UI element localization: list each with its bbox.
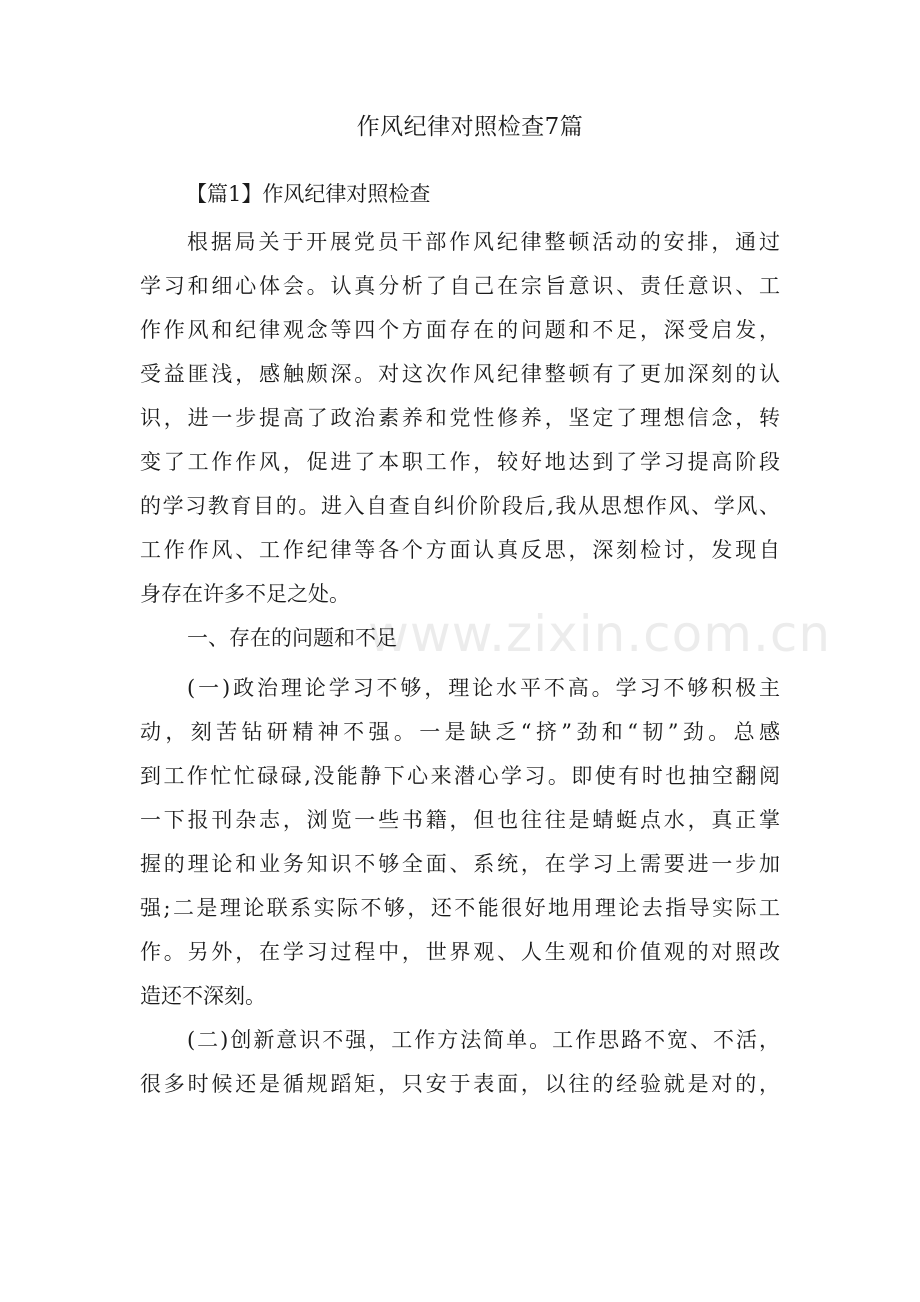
paragraph-line: 强;二是理论联系实际不够，还不能很好地用理论去指导实际工: [140, 896, 780, 920]
paragraph-line: (二)创新意识不强，工作方法简单。工作思路不宽、不活，: [187, 1028, 780, 1052]
paragraph-line: 很多时候还是循规蹈矩，只安于表面，以往的经验就是对的，: [140, 1072, 780, 1096]
paragraph-line: 工作作风、工作纪律等各个方面认真反思，深刻检讨，发现自: [140, 538, 780, 562]
section-heading: 【篇1】作风纪律对照检查: [186, 182, 431, 206]
paragraph-line: 到工作忙忙碌碌,没能静下心来潜心学习。即使有时也抽空翻阅: [140, 764, 780, 788]
paragraph-line: 一下报刊杂志，浏览一些书籍，但也往往是蜻蜓点水，真正掌: [140, 808, 780, 832]
paragraph-line: 识，进一步提高了政治素养和党性修养，坚定了理想信念，转: [140, 406, 780, 430]
paragraph-2: [140, 666, 780, 1018]
paragraph-1: [140, 220, 780, 616]
paragraph-line: 作。另外，在学习过程中，世界观、人生观和价值观的对照改: [140, 940, 780, 964]
paragraph-line: 动，刻苦钻研精神不强。一是缺乏“挤”劲和“韧”劲。总感: [140, 720, 780, 744]
document-title: 作风纪律对照检查7篇: [356, 114, 584, 140]
paragraph-line: 身存在许多不足之处。: [140, 582, 350, 606]
paragraph-3: [140, 1018, 780, 1106]
subheading-line: 一、存在的问题和不足: [187, 626, 397, 650]
paragraph-line: 的学习教育目的。进入自查自纠价阶段后,我从思想作风、学风、: [140, 494, 780, 518]
watermark-text: www.zixin.com.cn: [368, 605, 832, 663]
paragraph-line: 变了工作作风，促进了本职工作，较好地达到了学习提高阶段: [140, 450, 780, 474]
paragraph-line: 根据局关于开展党员干部作风纪律整顿活动的安排，通过: [187, 230, 780, 254]
paragraph-line: 造还不深刻。: [140, 984, 266, 1008]
paragraph-line: 受益匪浅，感触颇深。对这次作风纪律整顿有了更加深刻的认: [140, 362, 780, 386]
paragraph-line: 学习和细心体会。认真分析了自己在宗旨意识、责任意识、工: [140, 274, 780, 298]
paragraph-line: 作作风和纪律观念等四个方面存在的问题和不足，深受启发，: [140, 318, 780, 342]
paragraph-line: (一)政治理论学习不够，理论水平不高。学习不够积极主: [187, 676, 780, 700]
paragraph-line: 握的理论和业务知识不够全面、系统，在学习上需要进一步加: [140, 852, 780, 876]
